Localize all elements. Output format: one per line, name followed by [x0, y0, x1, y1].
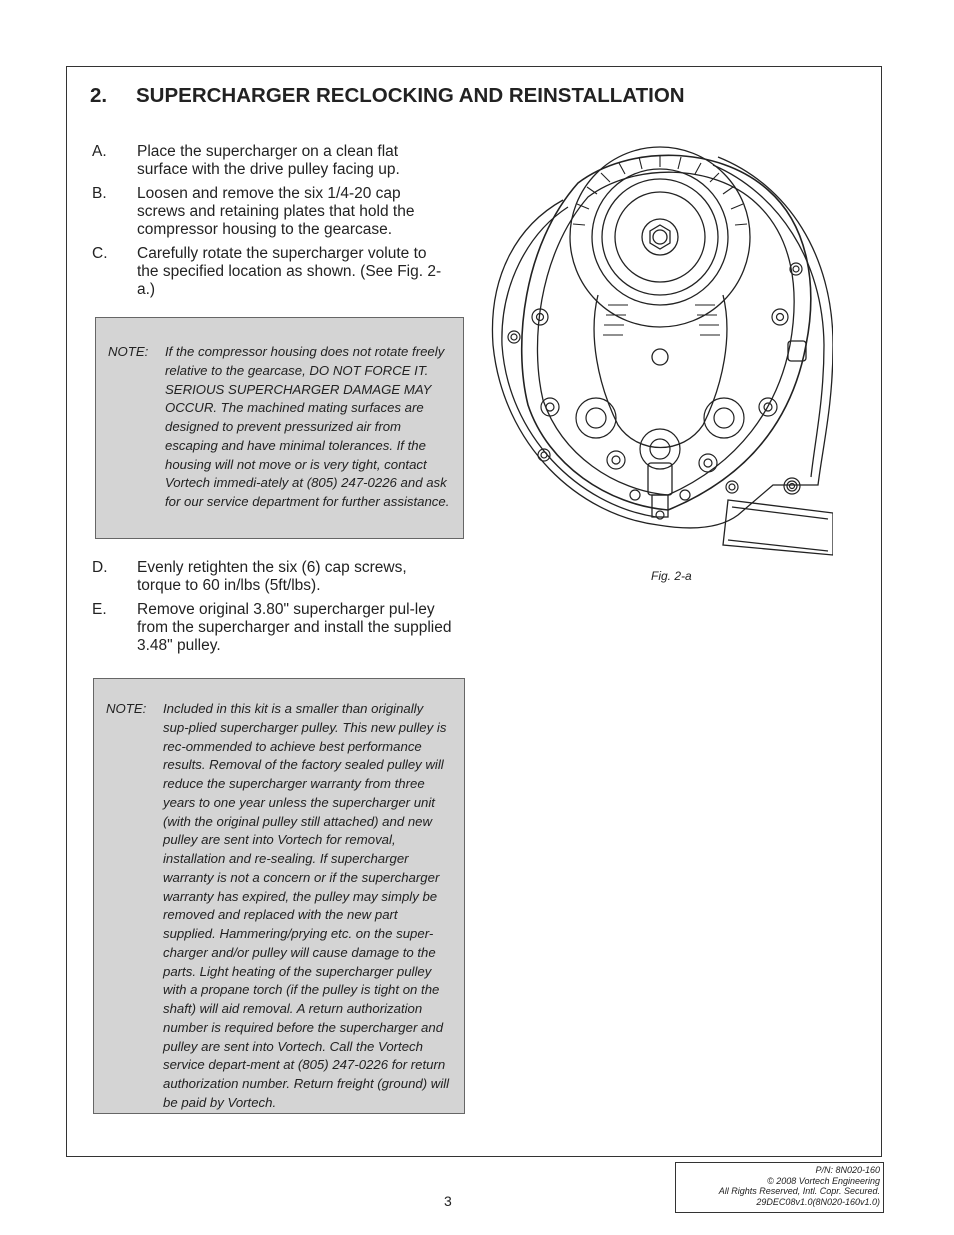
rights-notice: All Rights Reserved, Intl. Copr. Secured. [718, 1186, 880, 1197]
section-number: 2. [90, 84, 108, 107]
footer-info-box [675, 1162, 884, 1213]
step-b [92, 185, 452, 239]
note-label: NOTE: [106, 701, 147, 716]
step-letter: E. [92, 601, 107, 618]
section-title: SUPERCHARGER RECLOCKING AND REINSTALLATION [136, 84, 685, 107]
step-letter: D. [92, 559, 108, 576]
step-e [92, 601, 452, 655]
section-heading [90, 84, 685, 108]
steps-list-2 [92, 559, 452, 661]
step-letter: A. [92, 143, 107, 160]
step-text: Loosen and remove the six 1/4-20 cap screws and retaining plates that hold the compressor housing to the gearcase. [137, 185, 415, 238]
step-text: Carefully rotate the supercharger volute to the specified location as shown. (See Fig. 2-a.) [137, 245, 442, 298]
note-box-2 [93, 678, 465, 1114]
page-number: 3 [444, 1193, 452, 1209]
step-a [92, 143, 452, 179]
step-text: Evenly retighten the six (6) cap screws, torque to 60 in/lbs (5ft/lbs). [137, 559, 407, 594]
copyright: © 2008 Vortech Engineering [767, 1175, 880, 1186]
step-letter: B. [92, 185, 107, 202]
steps-list-1 [92, 143, 452, 305]
figure-caption: Fig. 2-a [651, 569, 692, 583]
supercharger-illustration [488, 145, 833, 565]
note-text: If the compressor housing does not rotate freely relative to the gearcase, DO NOT FORCE IT. SERIOUS SUPERCHARGER DAMAGE MAY OCCUR. The machined mating surfaces are designed to prevent pressurized air from escaping and have minimal tolerances. If the housing will not move or is very tight, contact Vortech immedi-ately at (805) 247-0226 and ask for our service department for further assistance. [165, 344, 450, 509]
part-number: P/N: 8N020-160 [815, 1165, 880, 1175]
step-letter: C. [92, 245, 108, 262]
step-c [92, 245, 452, 299]
step-text: Remove original 3.80" supercharger pul-ley from the supercharger and install the supplied 3.48" pulley. [137, 601, 452, 654]
step-text: Place the supercharger on a clean flat surface with the drive pulley facing up. [137, 143, 400, 178]
note-label: NOTE: [108, 344, 149, 359]
step-d [92, 559, 452, 595]
revision-code: 29DEC08v1.0(8N020-160v1.0) [756, 1196, 880, 1207]
note-text: Included in this kit is a smaller than originally sup-plied supercharger pulley. This new pulley is rec-ommended to achieve best performance results. Removal of the factory sealed pulley will reduce the supercharger warranty from three years to one year unless the supercharger unit (with the original pulley still attached) and new pulley are sent into Vortech for removal, installation and re-sealing. If supercharger warranty is not a concern or if the supercharger warranty has expired, the pulley may simply be removed and replaced with the new part supplied. Hammering/prying etc. on the super-charger and/or pulley will cause damage to the parts. Light heating of the supercharger pulley with a propane torch (if the pulley is tight on the shaft) will aid removal. A return authorization number is required before the supercharger and pulley are sent into Vortech. Call the Vortech service depart-ment at (805) 247-0226 for return authorization number. Return freight (ground) will be paid by Vortech. [163, 701, 450, 1110]
note-box-1 [95, 317, 464, 539]
